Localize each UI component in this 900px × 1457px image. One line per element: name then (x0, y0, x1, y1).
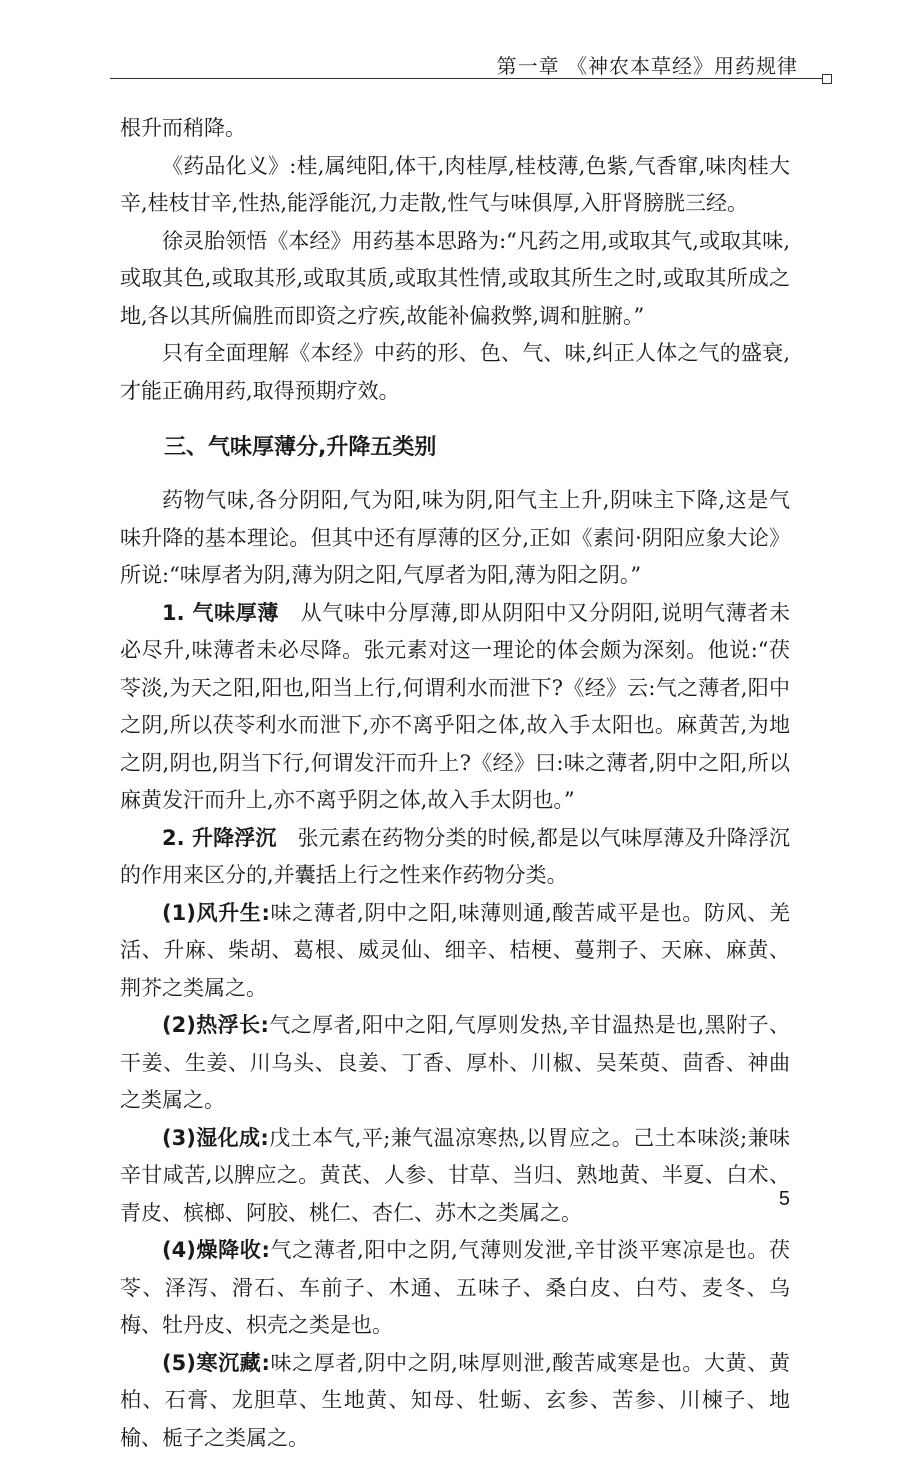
sub-item (120, 895, 790, 1008)
sub-item-label: (2)热浮长: (162, 1013, 269, 1037)
section-heading: 三、气味厚薄分,升降五类别 (120, 428, 790, 468)
sub-item-text: 戊土本气,平;兼气温凉寒热,以胃应之。己土本味淡;兼味辛甘咸苦,以脾应之。黄芪、人参、甘草、当归、熟地黄、半夏、白术、青皮、槟榔、阿胶、桃仁、杏仁、苏木之类属之。 (120, 1126, 790, 1225)
sub-item (120, 1007, 790, 1120)
item-text: 张元素在药物分类的时候,都是以气味厚薄及升降浮沉的作用来区分的,并囊括上行之性来作药物分类。 (120, 826, 790, 888)
sub-item-label: (1)风升生: (162, 901, 270, 925)
numbered-item (120, 820, 790, 895)
page-number: 5 (779, 1188, 790, 1211)
sub-item-label: (3)湿化成: (162, 1126, 269, 1150)
item-label: 1. 气味厚薄 (162, 601, 279, 625)
sub-item-text: 味之薄者,阴中之阳,味薄则通,酸苦咸平是也。防风、羌活、升麻、柴胡、葛根、威灵仙、细辛、桔梗、蔓荆子、天麻、麻黄、荆芥之类属之。 (120, 901, 790, 1000)
sub-item-label: (5)寒沉藏: (162, 1351, 270, 1375)
sub-item (120, 1232, 790, 1345)
paragraph: 药物气味,各分阴阳,气为阳,味为阴,阳气主上升,阴味主下降,这是气味升降的基本理论。但其中还有厚薄的区分,正如《素问·阴阳应象大论》所说:“味厚者为阴,薄为阴之阳,气厚者为阳,薄为阳之阴。” (120, 482, 790, 595)
header-corner-square (822, 74, 832, 84)
sub-item (120, 1120, 790, 1233)
sub-item-text: 气之薄者,阳中之阴,气薄则发泄,辛甘淡平寒凉是也。茯苓、泽泻、滑石、车前子、木通、五味子、桑白皮、白芍、麦冬、乌梅、牡丹皮、枳壳之类是也。 (120, 1238, 790, 1337)
chapter-title: 第一章 《神农本草经》用药规律 (497, 50, 798, 79)
item-text: 从气味中分厚薄,即从阴阳中又分阴阳,说明气薄者未必尽升,味薄者未必尽降。张元素对这一理论的体会颇为深刻。他说:“茯苓淡,为天之阳,阳也,阳当上行,何谓利水而泄下?《经》云:气之薄者,阳中之阴,所以茯苓利水而泄下,亦不离乎阳之体,故入手太阳也。麻黄苦,为地之阴,阴也,阴当下行,何谓发汗而升上?《经》曰:味之薄者,阴中之阳,所以麻黄发汗而升上,亦不离乎阴之体,故入手太阴也。” (120, 601, 790, 813)
paragraph: 只有全面理解《本经》中药的形、色、气、味,纠正人体之气的盛衰,才能正确用药,取得预期疗效。 (120, 335, 790, 410)
numbered-item (120, 595, 790, 820)
sub-item-label: (4)燥降收: (162, 1238, 270, 1262)
paragraph: 徐灵胎领悟《本经》用药基本思路为:“凡药之用,或取其气,或取其味,或取其色,或取其形,或取其质,或取其性情,或取其所生之时,或取其所成之地,各以其所偏胜而即资之疗疾,故能补偏救弊,调和脏腑。” (120, 223, 790, 336)
item-label: 2. 升降浮沉 (162, 826, 277, 850)
sub-item-text: 味之厚者,阴中之阴,味厚则泄,酸苦咸寒是也。大黄、黄柏、石膏、龙胆草、生地黄、知母、牡蛎、玄参、苦参、川楝子、地榆、栀子之类属之。 (120, 1351, 790, 1450)
paragraph: 根升而稍降。 (120, 110, 790, 148)
running-header (110, 48, 826, 79)
page-body (120, 110, 790, 1457)
sub-item-text: 气之厚者,阳中之阳,气厚则发热,辛甘温热是也,黑附子、干姜、生姜、川乌头、良姜、丁香、厚朴、川椒、吴茱萸、茴香、神曲之类属之。 (120, 1013, 790, 1112)
sub-item (120, 1345, 790, 1457)
paragraph: 《药品化义》:桂,属纯阳,体干,肉桂厚,桂枝薄,色紫,气香窜,味肉桂大辛,桂枝甘辛,性热,能浮能沉,力走散,性气与味俱厚,入肝肾膀胱三经。 (120, 148, 790, 223)
